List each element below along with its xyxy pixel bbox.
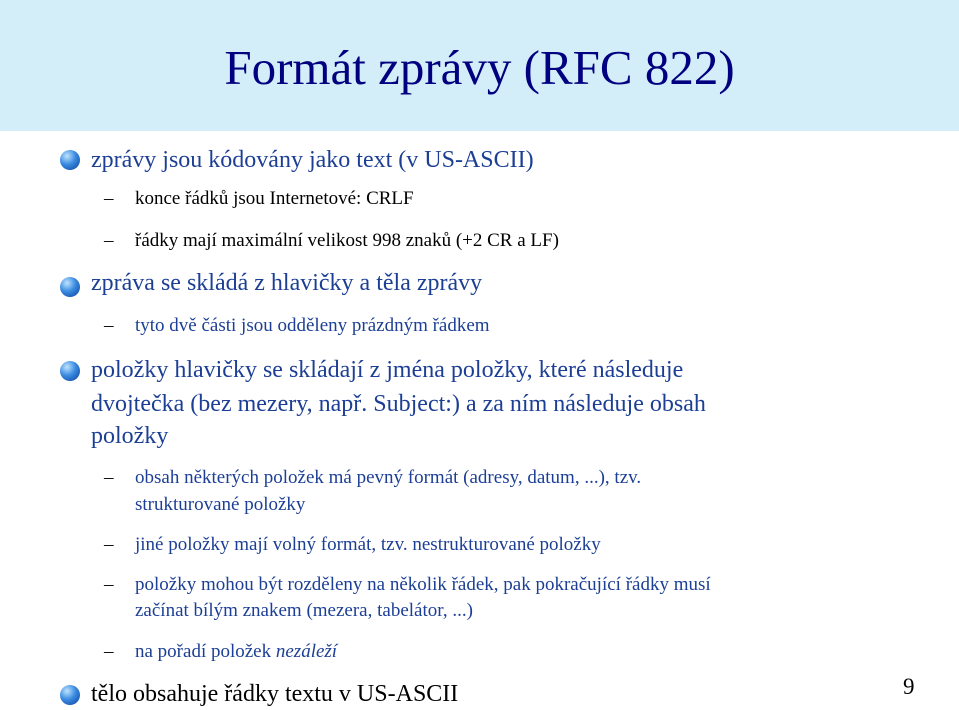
bullet-3-sub-2: jiné položky mají volný formát, tzv. nestrukturované položky bbox=[135, 534, 601, 555]
bullet-3-text-line-1: položky hlavičky se skládají z jména položky, které následuje bbox=[91, 357, 684, 383]
bullet-3-sub-1-line-1: obsah některých položek má pevný formát (adresy, datum, ...), tzv. bbox=[135, 467, 642, 488]
bullet-3-sub-4-prefix: na pořadí položek bbox=[135, 641, 276, 662]
bullet-3-sub-3-line-2: začínat bílým znakem (mezera, tabelátor, ...) bbox=[135, 600, 473, 621]
dash-icon: – bbox=[104, 641, 114, 662]
bullet-3-text-line-3: položky bbox=[91, 423, 169, 449]
bullet-icon bbox=[60, 685, 80, 705]
bullet-icon bbox=[60, 150, 80, 170]
bullet-3-sub-4-emphasis: nezáleží bbox=[275, 641, 338, 662]
bullet-icon bbox=[60, 277, 80, 297]
bullet-2-sub-1: tyto dvě části jsou odděleny prázdným řádkem bbox=[135, 315, 490, 336]
slide-title: Formát zprávy (RFC 822) bbox=[224, 40, 735, 95]
bullet-4-text: tělo obsahuje řádky textu v US-ASCII bbox=[91, 681, 459, 707]
dash-icon: – bbox=[104, 574, 114, 595]
dash-icon: – bbox=[104, 315, 114, 336]
bullet-3-sub-3-line-1: položky mohou být rozděleny na několik řádek, pak pokračující řádky musí bbox=[135, 574, 711, 595]
bullet-icon bbox=[60, 361, 80, 381]
bullet-2-text: zpráva se skládá z hlavičky a těla zprávy bbox=[91, 270, 483, 296]
bullet-1-text: zprávy jsou kódovány jako text (v US-ASCII) bbox=[91, 147, 534, 173]
bullet-1-sub-2: řádky mají maximální velikost 998 znaků (+2 CR a LF) bbox=[135, 230, 559, 251]
bullet-3-text-line-2: dvojtečka (bez mezery, např. Subject:) a za ním následuje obsah bbox=[91, 391, 706, 417]
dash-icon: – bbox=[104, 467, 114, 488]
page-number: 9 bbox=[903, 674, 915, 699]
dash-icon: – bbox=[104, 188, 114, 209]
bullet-3-sub-4 bbox=[135, 638, 895, 665]
bullet-3-sub-1-line-2: strukturované položky bbox=[135, 494, 306, 515]
dash-icon: – bbox=[104, 534, 114, 555]
dash-icon: – bbox=[104, 230, 114, 251]
bullet-1-sub-1: konce řádků jsou Internetové: CRLF bbox=[135, 188, 414, 209]
